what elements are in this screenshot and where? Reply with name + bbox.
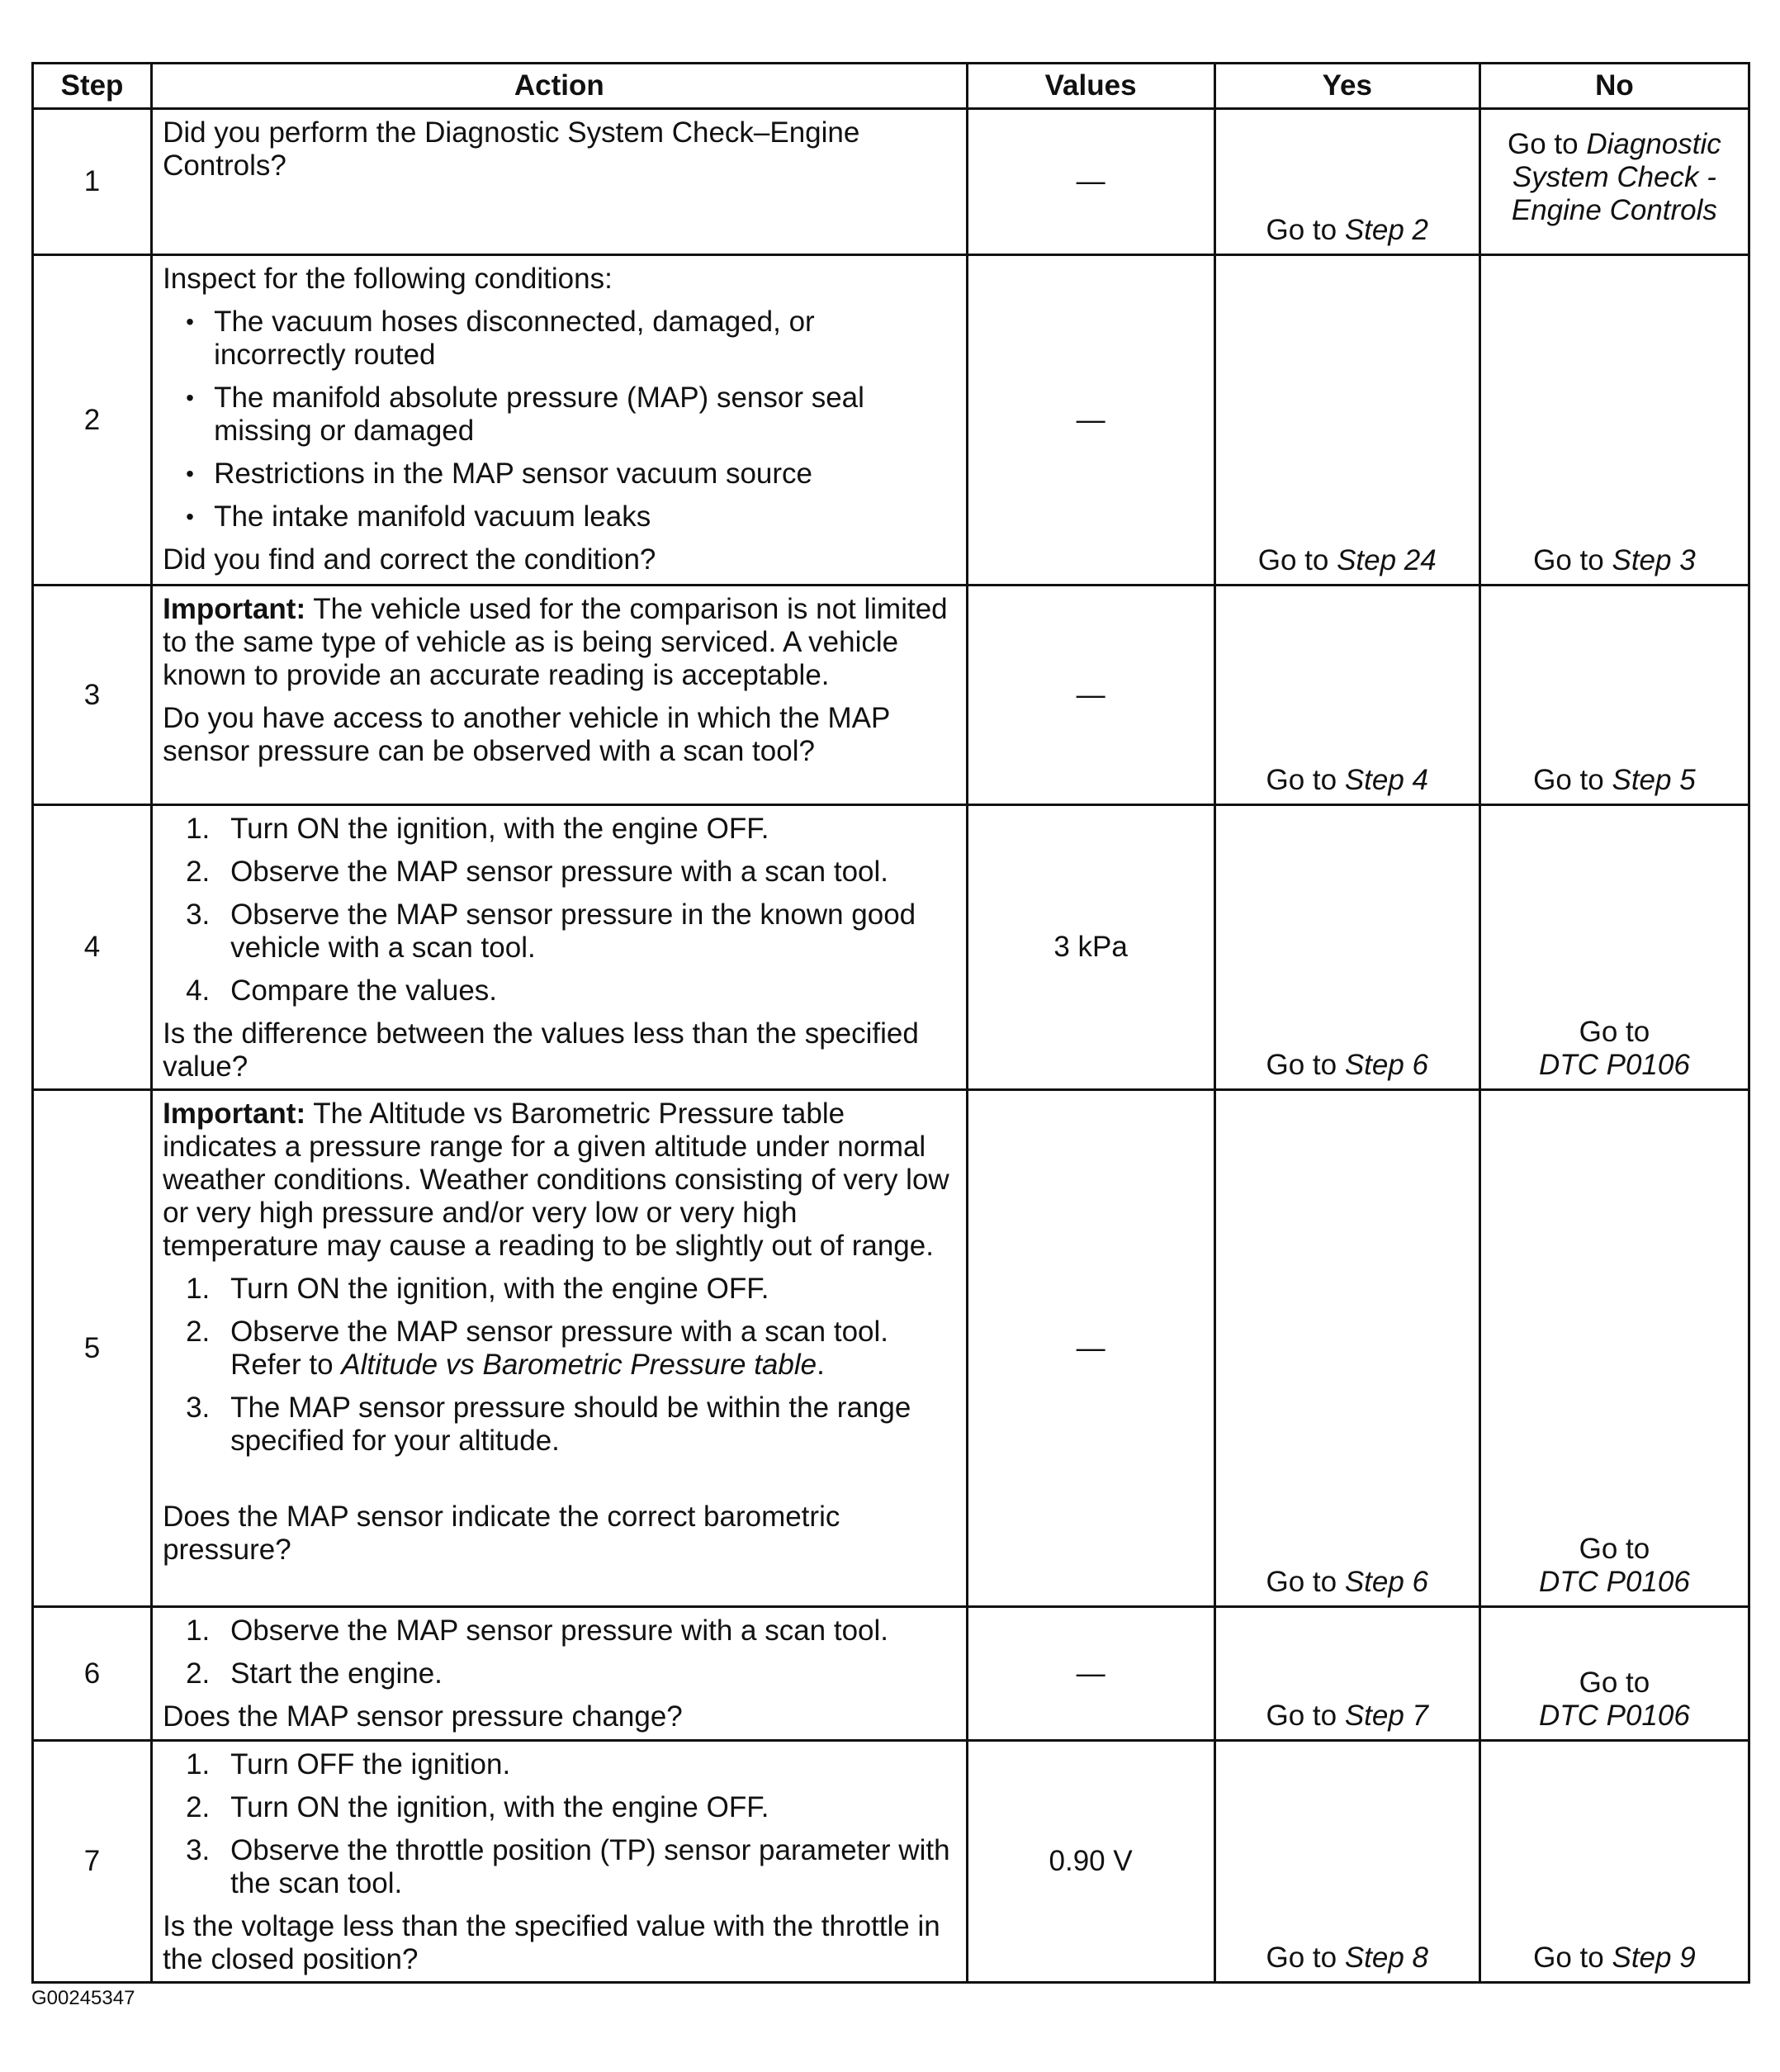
item-text: Start the engine. [230, 1657, 443, 1690]
yes-cell [1214, 1090, 1479, 1607]
numbered-item [163, 1834, 954, 1900]
goto-text: Go to [1533, 764, 1604, 796]
figure-id: G00245347 [31, 1987, 135, 2009]
numbered-item [163, 1657, 954, 1690]
action-question: Is the difference between the values less than the specified value? [163, 1017, 919, 1083]
no-cell [1479, 805, 1749, 1090]
action-question: Did you perform the Diagnostic System Check–Engine Controls? [163, 116, 860, 182]
item-text: Observe the MAP sensor pressure with a scan tool. [230, 856, 889, 888]
header-step: Step [33, 64, 152, 109]
step-link[interactable]: Step 4 [1344, 764, 1429, 796]
table-row [33, 255, 1749, 586]
item-number: 2. [186, 1657, 211, 1690]
important-label: Important: [163, 593, 306, 625]
dtc-link[interactable]: DTC P0106 [1538, 1049, 1690, 1081]
value-cell: — [967, 109, 1214, 255]
table-row [33, 586, 1749, 805]
numbered-item [163, 1316, 954, 1382]
bullet-item [163, 458, 954, 491]
bullet-item [163, 382, 954, 448]
goto-text: Go to [1266, 1566, 1337, 1598]
no-cell [1479, 1607, 1749, 1741]
goto-text: Go to [1266, 214, 1337, 246]
step-link[interactable]: Step 8 [1344, 1942, 1429, 1974]
action-intro: Inspect for the following conditions: [163, 263, 613, 295]
item-number: 1. [186, 1273, 211, 1305]
value-cell: — [967, 255, 1214, 586]
step-number: 3 [33, 586, 152, 805]
step-number: 4 [33, 805, 152, 1090]
item-text: Turn ON the ignition, with the engine OFF. [230, 1791, 769, 1823]
goto-text: Go to [1266, 1700, 1337, 1732]
bullet-icon: • [186, 504, 194, 529]
step-number: 6 [33, 1607, 152, 1741]
action-question: Did you find and correct the condition? [163, 543, 656, 576]
item-number: 3. [186, 1834, 211, 1866]
table-row [33, 109, 1749, 255]
goto-text: Go to [1257, 544, 1329, 576]
value-cell: — [967, 586, 1214, 805]
action-question: Do you have access to another vehicle in which the MAP sensor pressure can be observed with a scan tool? [163, 702, 890, 767]
bullet-text: The intake manifold vacuum leaks [214, 500, 651, 533]
table-row [33, 1607, 1749, 1741]
step-number: 7 [33, 1741, 152, 1983]
yes-cell [1214, 255, 1479, 586]
numbered-item [163, 856, 954, 889]
item-text: Observe the MAP sensor pressure with a scan tool. Refer to Altitude vs Barometric Pressure table. [230, 1316, 889, 1381]
step-link[interactable]: Step 7 [1344, 1700, 1429, 1732]
bullet-icon: • [186, 385, 194, 410]
step-link[interactable]: Step 3 [1612, 544, 1696, 576]
important-text: The vehicle used for the comparison is not limited to the same type of vehicle as is being serviced. A vehicle known to provide an accurate reading is acceptable. [163, 593, 948, 691]
yes-cell [1214, 109, 1479, 255]
item-text: Turn OFF the ignition. [230, 1748, 511, 1780]
no-cell [1479, 586, 1749, 805]
dtc-link[interactable]: DTC P0106 [1538, 1566, 1690, 1598]
goto-text: Go to [1266, 1942, 1337, 1974]
no-cell [1479, 109, 1749, 255]
yes-cell [1214, 1741, 1479, 1983]
yes-cell [1214, 1607, 1479, 1741]
step-link[interactable]: Step 9 [1612, 1942, 1696, 1974]
step-number: 5 [33, 1090, 152, 1607]
action-cell [152, 805, 967, 1090]
header-values: Values [967, 64, 1214, 109]
item-number: 3. [186, 1392, 211, 1424]
numbered-item [163, 898, 954, 965]
action-question: Does the MAP sensor pressure change? [163, 1700, 683, 1733]
action-cell [152, 1090, 967, 1607]
goto-text: Go to [1579, 1667, 1650, 1699]
step-link[interactable]: Step 6 [1344, 1566, 1429, 1598]
header-action: Action [152, 64, 967, 109]
header-row [33, 64, 1749, 109]
no-cell [1479, 1741, 1749, 1983]
bullet-text: The manifold absolute pressure (MAP) sensor seal missing or damaged [214, 382, 864, 447]
goto-text: Go to [1579, 1016, 1650, 1048]
action-cell [152, 1607, 967, 1741]
item-text: Observe the throttle position (TP) sensor parameter with the scan tool. [230, 1834, 950, 1899]
numbered-item [163, 1273, 954, 1306]
numbered-item [163, 1748, 954, 1781]
no-cell [1479, 1090, 1749, 1607]
item-text: Observe the MAP sensor pressure in the known good vehicle with a scan tool. [230, 898, 916, 964]
bullet-item [163, 500, 954, 533]
bullet-icon: • [186, 309, 194, 334]
step-number: 2 [33, 255, 152, 586]
item-number: 2. [186, 856, 211, 888]
goto-text: Go to [1533, 544, 1604, 576]
numbered-item [163, 813, 954, 846]
numbered-item [163, 974, 954, 1008]
important-note [163, 593, 954, 692]
numbered-item [163, 1791, 954, 1824]
table-row [33, 1090, 1749, 1607]
diagnostic-table [31, 62, 1750, 1984]
goto-text: Go to [1508, 128, 1579, 160]
bullet-icon: • [186, 461, 194, 486]
item-number: 1. [186, 813, 211, 845]
table-row [33, 1741, 1749, 1983]
step-link[interactable]: Step 2 [1344, 214, 1429, 246]
item-text: Observe the MAP sensor pressure with a scan tool. [230, 1614, 889, 1647]
altitude-table-link[interactable]: Altitude vs Barometric Pressure table [341, 1349, 817, 1381]
header-yes: Yes [1214, 64, 1479, 109]
goto-text: Go to [1533, 1942, 1604, 1974]
action-cell [152, 586, 967, 805]
step-link[interactable]: Step 6 [1344, 1049, 1429, 1081]
procedure-link[interactable]: Diagnostic System Check - Engine Controls [1511, 128, 1721, 226]
numbered-item [163, 1614, 954, 1648]
item-number: 2. [186, 1316, 211, 1348]
numbered-item [163, 1392, 954, 1458]
action-question: Does the MAP sensor indicate the correct barometric pressure? [163, 1501, 840, 1566]
goto-text: Go to [1579, 1533, 1650, 1565]
step-link[interactable]: Step 5 [1612, 764, 1696, 796]
bullet-text: The vacuum hoses disconnected, damaged, or incorrectly routed [214, 306, 815, 371]
goto-text: Go to [1266, 1049, 1337, 1081]
bullet-item [163, 306, 954, 372]
value-cell: — [967, 1607, 1214, 1741]
header-no: No [1479, 64, 1749, 109]
item-text: The MAP sensor pressure should be within the range specified for your altitude. [230, 1392, 911, 1457]
step-number: 1 [33, 109, 152, 255]
value-cell: — [967, 1090, 1214, 1607]
yes-cell [1214, 586, 1479, 805]
value-cell: 3 kPa [967, 805, 1214, 1090]
item-number: 4. [186, 974, 211, 1007]
item-number: 3. [186, 898, 211, 931]
important-note [163, 1098, 954, 1263]
item-number: 1. [186, 1614, 211, 1647]
item-text: Turn ON the ignition, with the engine OFF. [230, 1273, 769, 1305]
item-number: 2. [186, 1791, 211, 1823]
no-cell [1479, 255, 1749, 586]
action-cell [152, 255, 967, 586]
step-link[interactable]: Step 24 [1337, 544, 1437, 576]
action-question: Is the voltage less than the specified value with the throttle in the closed position? [163, 1910, 940, 1975]
bullet-text: Restrictions in the MAP sensor vacuum source [214, 458, 812, 490]
yes-cell [1214, 805, 1479, 1090]
dtc-link[interactable]: DTC P0106 [1538, 1700, 1690, 1732]
item-text-part: Observe the MAP sensor pressure with a scan tool. Refer to [230, 1316, 889, 1381]
action-cell [152, 1741, 967, 1983]
value-cell: 0.90 V [967, 1741, 1214, 1983]
goto-text: Go to [1266, 764, 1337, 796]
item-text: Compare the values. [230, 974, 498, 1007]
action-cell [152, 109, 967, 255]
item-number: 1. [186, 1748, 211, 1780]
table-row [33, 805, 1749, 1090]
important-label: Important: [163, 1098, 306, 1130]
item-text: Turn ON the ignition, with the engine OFF. [230, 813, 769, 845]
important-text: The Altitude vs Barometric Pressure table indicates a pressure range for a given altitude under normal weather conditions. Weather conditions consisting of very low or very high pressure and/or very low or very high temperature may cause a reading to be slightly out of range. [163, 1098, 949, 1262]
